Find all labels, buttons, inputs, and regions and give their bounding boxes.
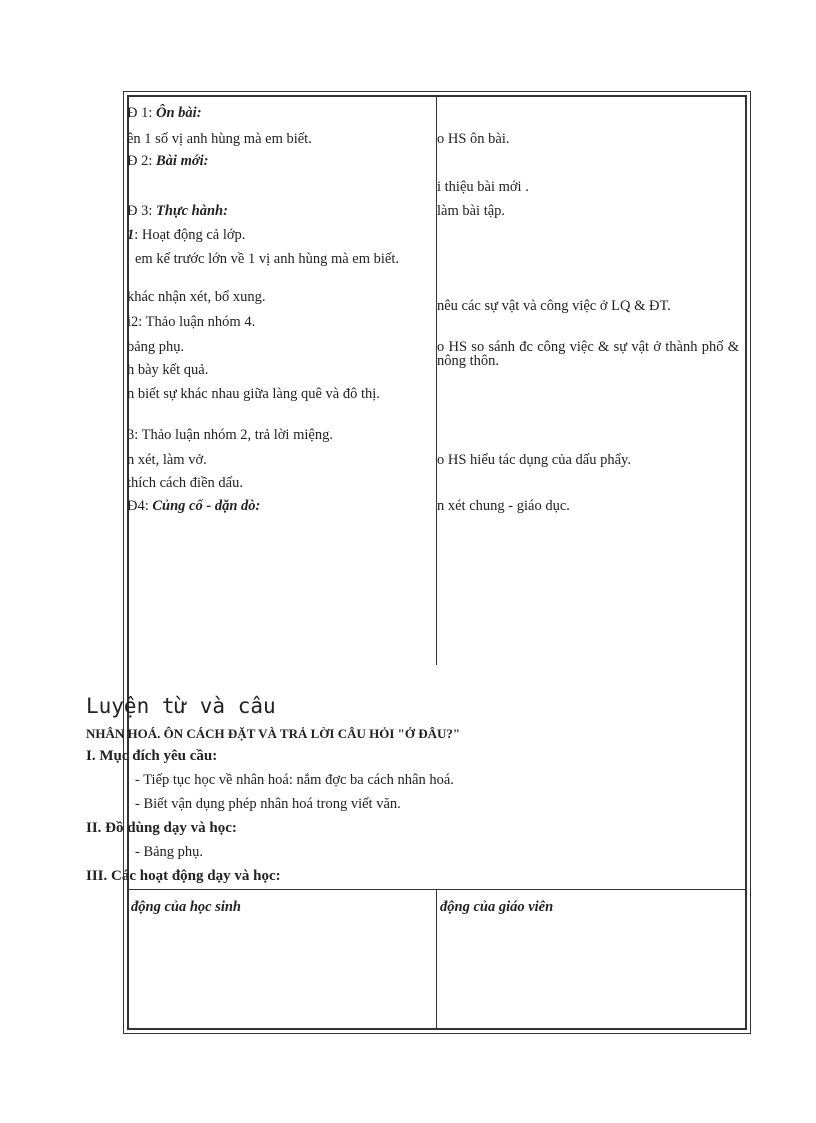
activity-line: bảng phụ. [127,339,185,355]
teacher-line: o HS so sánh đc công việc & sự vật ở thành phố & nông thôn. [437,339,739,369]
activity-line: 3: Thảo luận nhóm 2, trả lời miệng. [127,427,333,443]
activity-heading-1: Đ 1: Ôn bài: [127,105,202,121]
teacher-line: làm bài tập. [437,203,506,219]
teacher-line: n xét chung - giáo dục. [437,498,570,514]
section-heading-activities: III. Các hoạt động dạy và học: [86,868,281,884]
table-header-student: động của học sinh [131,899,241,915]
activity-line: n xét, làm vở. [127,452,207,468]
activity-line: h bày kết quả. [127,362,209,378]
activity-heading-2: Đ 2: Bài mới: [127,153,209,169]
activity-line: ên 1 số vị anh hùng mà em biết. [127,131,312,147]
activity-line: em kể trước lớn về 1 vị anh hùng mà em biết. [135,251,399,267]
teacher-line: o HS hiểu tác dụng của dấu phẩy. [437,452,631,468]
activity-heading-3: Đ 3: Thực hành: [127,203,228,219]
activity-line: thích cách điền dấu. [127,475,243,491]
table-column-divider [436,889,437,1030]
teacher-line: i thiệu bài mới . [437,179,529,195]
activity-line: 1: Hoạt động cả lớp. [127,227,246,243]
materials-item: - Bảng phụ. [135,844,204,860]
activity-line: i2: Thảo luận nhóm 4. [127,314,256,330]
section-heading-materials: II. Đồ dùng dạy và học: [86,820,237,836]
activity-line: khác nhận xét, bổ xung. [127,289,266,305]
activity-column-student [127,100,433,660]
lesson-title: Luyện từ và câu [86,694,276,718]
activity-heading-4: Đ4: Củng cố - dặn dò: [127,498,261,514]
lesson-subtitle: NHÂN HOÁ. ÔN CÁCH ĐẶT VÀ TRẢ LỜI CÂU HỎI "Ở ĐÂU?" [86,726,461,741]
section-heading-objectives: I. Mục đích yêu cầu: [86,748,218,764]
objective-item: - Tiếp tục học về nhân hoá: nắm đợc ba cách nhân hoá. [135,772,454,788]
table-top-border [127,889,747,890]
teacher-line: nêu các sự vật và công việc ở LQ & ĐT. [437,298,671,314]
teacher-line: o HS ôn bài. [437,131,510,147]
activity-column-teacher [437,100,743,660]
objective-item: - Biết vận dụng phép nhân hoá trong viết văn. [135,796,401,812]
table-header-teacher: động của giáo viên [440,899,554,915]
activity-line: n biết sự khác nhau giữa làng quê và đô thị. [127,386,380,402]
